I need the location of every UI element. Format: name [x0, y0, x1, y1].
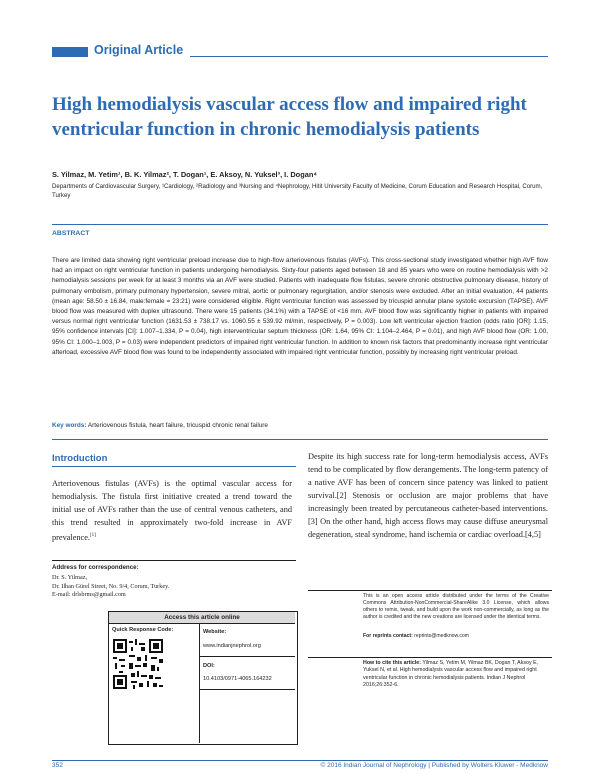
reprints-email[interactable]: reprints@medknow.com — [414, 633, 469, 639]
reprints-contact — [363, 633, 549, 639]
article-title: High hemodialysis vascular access flow and impaired right ventricular function in chronic hemodialysis patients — [52, 94, 527, 140]
abstract-top-rule — [52, 224, 548, 225]
correspondence-rule — [52, 560, 296, 561]
introduction-rule — [52, 466, 296, 467]
license-rule — [308, 590, 552, 591]
keywords — [52, 422, 548, 429]
access-box-column-divider — [199, 623, 200, 743]
doi-value[interactable]: 10.4103/0971-4065.164232 — [203, 676, 272, 682]
reprints-label: For reprints contact: — [363, 633, 413, 639]
license-text: This is an open access article distributed under the terms of the Creative Commons Attribution-NonCommercial-ShareAlike 3.0 License, which allows others to remix, tweak, and build upon the work non-commercially, as long as the author is credited and the new creations are licensed under the identical terms. — [363, 593, 549, 620]
access-box-divider — [109, 623, 295, 624]
doi-label: DOI: — [203, 663, 215, 669]
correspondence-name: Dr. S. Yilmaz, — [52, 574, 88, 581]
page-number: 352 — [52, 762, 63, 769]
cite-text: Yilmaz S, Yetim M, Yilmaz BK, Dogan T, Aksoy E, Yuksel N, et al. High hemodialysis vascular access flow and impaired right ventricular function in chronic hemodialysis patients. Indian J Nephrol 2016;26:352-6. — [363, 660, 539, 688]
abstract-bottom-rule — [52, 439, 548, 440]
abstract-text: There are limited data showing right ventricular preload increase due to high-flow arteriovenous fistulas (AVFs). This cross-sectional study investigated whether high AVF flow had an impact on right ventricular function in patients undergoing hemodialysis. Sixty-four patients aged between 18 and 85 years who were on routine hemodialysis with >2 hemodialysis sessions per week for at least 3 months via an AVF were studied. Patients with inadequate flow fistulas, severe chronic obstructive pulmonary disease, history of pulmonary embolism, primary pulmonary hypertension, severe mitral, aortic or pulmonary regurgitation, and/or stenosis were excluded. After an initial evaluation, 44 patients (mean age: 58.50 ± 16.84, male:female = 23:21) were considered eligible. Right ventricular function was assessed by tricuspid annular plane systolic excursion (TAPSE). AVF blood flow was measured with duplex ultrasound. There were 15 patients (34.1%) with a TAPSE of <16 mm. AVF blood flow was significantly higher in patients with impaired versus normal right ventricular function (1631.53 ± 738.17 vs. 1060.55 ± 539.92 ml/min, respectively, P = 0.003). Low left ventricular ejection fraction (odds ratio [OR]: 1.15, 95% confidence intervals [CI]: 1.007–1.334, P = 0.04), high interventricular septum thickness (OR: 1.64, 95% CI: 1.104–2.464, P = 0.01), and high AVF blood flow (OR: 1.00, 95% CI: 1.000–1.003, P = 0.03) were independent predictors of impaired right ventricular function. In addition to known risk factors that predominantly increase right ventricular afterload, excessive AVF blood flow was found to be independently associated with impaired right ventricular function, possibly by increasing right ventricular preload. — [52, 257, 548, 356]
correspondence-street: Dr. Ilhan Gürel Street, No. 9/4, Corum, Turkey. — [52, 582, 170, 590]
cite-rule — [308, 657, 552, 658]
website-label: Website: — [203, 629, 227, 635]
qr-code-icon[interactable] — [113, 639, 163, 689]
keywords-label: Key words: — [52, 422, 87, 429]
article-type-label: Original Article — [94, 43, 184, 57]
access-box-row-divider — [200, 689, 295, 690]
introduction-right-column: Despite its high success rate for long-term hemodialysis access, AVFs tend to be complicated by flow derangements. The long-term patency of a native AVF has been of concern since patency was linked to patient survival.[2] Stenosis or occlusion are major problems that have increasingly been treated by percutaneous catheter-based interventions.[3] On the other hand, high access flows may cause diffuse aneurysmal degeneration, steal syndrome, hand ischemia or cardiac overload.[4,5] — [308, 452, 548, 539]
cite-label: How to cite this article: — [363, 660, 421, 666]
correspondence-address — [52, 574, 296, 600]
introduction-left-column — [52, 477, 292, 544]
footer-copyright: © 2016 Indian Journal of Nephrology | Published by Wolters Kluwer - Medknow — [320, 762, 548, 769]
access-box-row-divider — [200, 656, 295, 657]
how-to-cite — [363, 660, 549, 689]
correspondence-heading: Address for correspondence: — [52, 564, 139, 571]
reference-marker[interactable]: [1] — [90, 533, 96, 538]
keywords-text: Arteriovenous fistula, heart failure, tricuspid chronic renal failure — [87, 422, 268, 429]
footer-rule — [52, 760, 548, 761]
correspondence-email[interactable]: E-mail: drlsbrms@gmail.com — [52, 591, 126, 599]
abstract-heading: ABSTRACT — [52, 230, 90, 237]
header-rule — [190, 56, 548, 57]
introduction-left-text: Arteriovenous fistulas (AVFs) is the optimal vascular access for hemodialysis. The fistula first initiative created a trend toward the initial use of AVFs rather than the use of central venous catheters, and this trend resulted in approximately two-fold increase in AVF prevalence. — [52, 479, 292, 542]
website-link[interactable]: www.indianjnephrol.org — [203, 643, 261, 649]
affiliation: Departments of Cardiovascular Surgery, ¹Cardiology, ²Radiology and ³Nursing and ⁴Nephrology, Hitit University Faculty of Medicine, Corum Education and Research Hospital, Corum, Turkey — [52, 183, 543, 199]
qr-code-label: Quick Response Code: — [112, 627, 174, 633]
header-accent-bar — [52, 47, 88, 57]
author-list: S. Yilmaz, M. Yetim¹, B. K. Yilmaz², T. Dogan¹, E. Aksoy, N. Yuksel³, I. Dogan⁴ — [52, 170, 317, 179]
access-box-title: Access this article online — [109, 612, 295, 623]
introduction-heading: Introduction — [52, 453, 108, 464]
